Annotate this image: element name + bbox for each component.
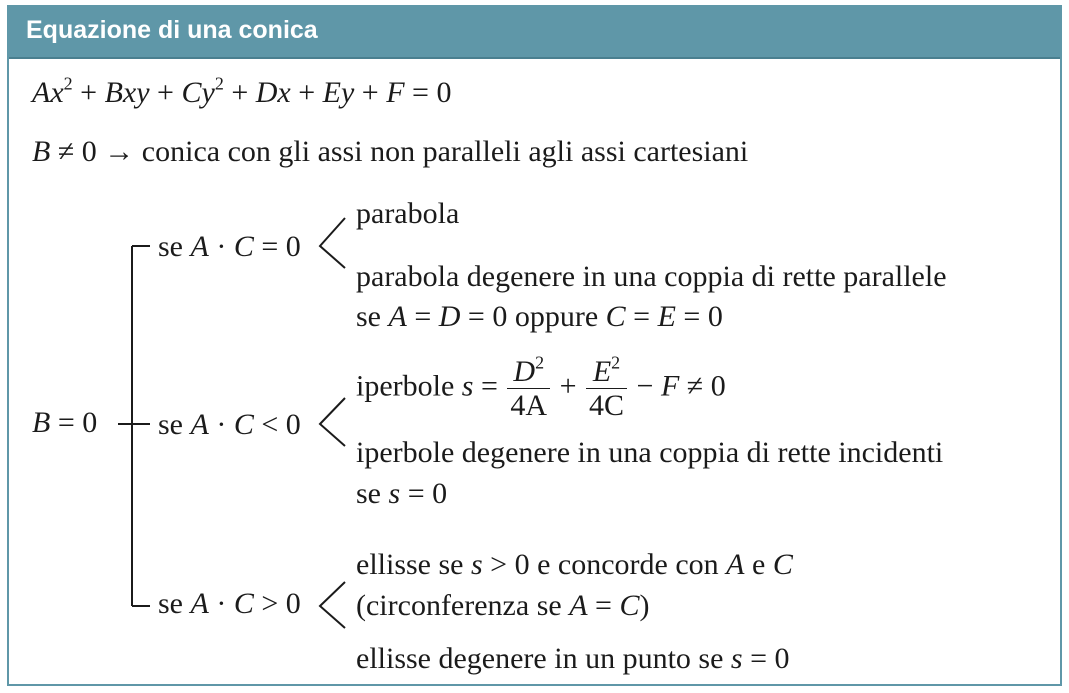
case-ac-negative-condition: se A · C < 0 — [158, 408, 301, 441]
box-title: Equazione di una conica — [26, 16, 318, 44]
hyperbola-text: iperbole s = $\frac{D^2}{4A}$ + $\frac{E^2}{4C}$ − F ≠ 0 — [356, 352, 726, 422]
ellipse-text: ellisse se s > 0 e concorde con A e C — [356, 548, 793, 581]
case-ac-positive-condition: se A · C > 0 — [158, 587, 301, 620]
parabola-degenerate-text: parabola degenere in una coppia di rette parallele — [356, 260, 947, 293]
case-ac-zero-condition: se A · C = 0 — [158, 230, 301, 263]
parabola-degenerate-condition: se A = D = 0 oppure C = E = 0 — [356, 300, 723, 333]
b-zero-label: B = 0 — [32, 406, 98, 439]
hyperbola-degenerate-condition: se s = 0 — [356, 477, 448, 510]
fraction-d2-over-4a: $\frac{D^2}{4A}$ — [507, 356, 550, 422]
fraction-e2-over-4c: $\frac{E^2}{4C}$ — [586, 356, 627, 422]
parabola-text: parabola — [356, 197, 460, 230]
b-nonzero-case: B ≠ 0 → conica con gli assi non paralleli agli assi cartesiani — [32, 135, 749, 168]
ellipse-degenerate-text: ellisse degenere in un punto se s = 0 — [356, 642, 790, 675]
circle-note: (circonferenza se A = C) — [356, 589, 650, 622]
hyperbola-degenerate-text: iperbole degenere in una coppia di rette incidenti — [356, 436, 944, 469]
general-equation: $Ax^2$ + Bxy + $Cy^2 + Dx + Ey + F = 0$ — [32, 73, 452, 109]
